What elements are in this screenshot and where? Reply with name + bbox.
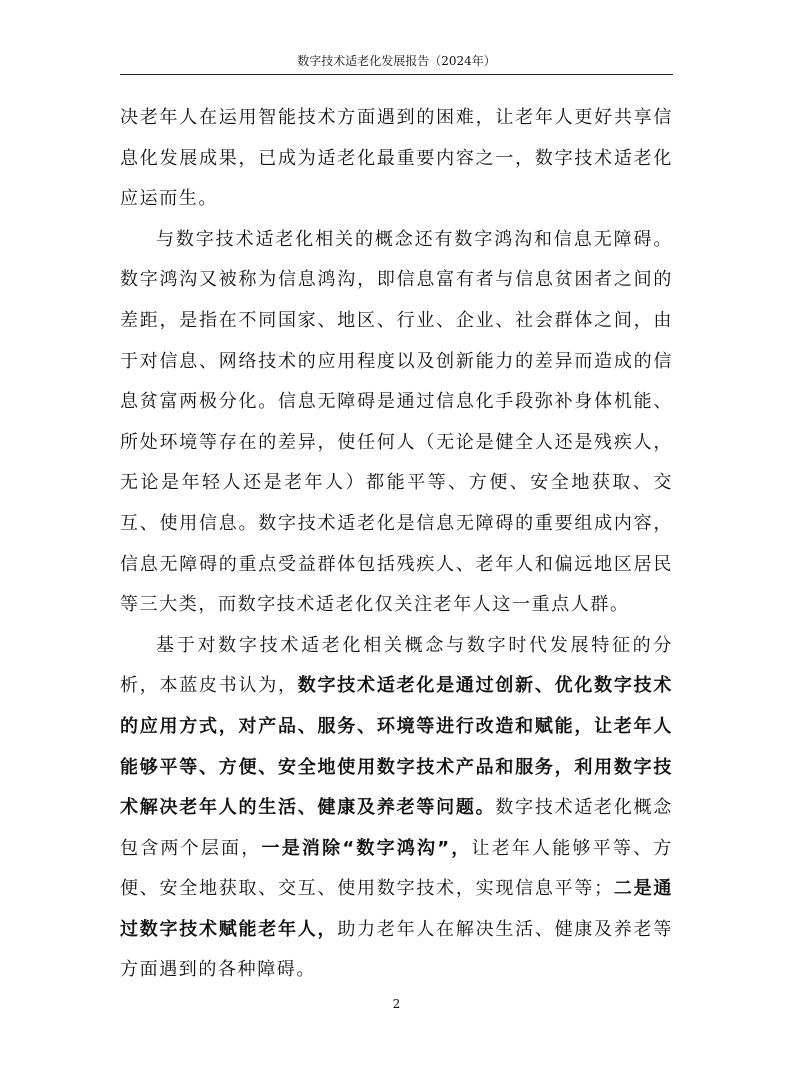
definition-levels-intro: 数字技术适老化概念包含两个层面， — [120, 797, 673, 859]
level-one-bold: 一是消除“数字鸿沟”， — [261, 837, 472, 859]
document-body — [120, 98, 673, 991]
level-one-text: 让老年人能够平等、方便、安全地获取、交互、使用数字技术，实现信息平等； — [120, 837, 674, 900]
level-two-bold: 二是通过数字技术赋能老年人， — [120, 878, 673, 940]
paragraph-definition — [120, 626, 673, 991]
paragraph-continuation: 决老年人在运用智能技术方面遇到的困难，让老年人更好共享信息化发展成果，已成为适老化最重要内容之一，数字技术适老化应运而生。 — [120, 107, 673, 210]
page-number: 2 — [392, 997, 401, 1011]
paragraph-related-concepts: 与数字技术适老化相关的概念还有数字鸿沟和信息无障碍。数字鸿沟又被称为信息鸿沟，即信息富有者与信息贫困者之间的差距，是指在不同国家、地区、行业、企业、社会群体之间，由于对信息、网络技术的应用程度以及创新能力的差异而造成的信息贫富两极分化。信息无障碍是通过信息化手段弥补身体机能、所处环境等存在的差异，使任何人（无论是健全人还是残疾人，无论是年轻人还是老年人）都能平等、方便、安全地获取、交互、使用信息。数字技术适老化是信息无障碍的重要组成内容，信息无障碍的重点受益群体包括残疾人、老年人和偏远地区居民等三大类，而数字技术适老化仅关注老年人这一重点人群。 — [120, 228, 673, 616]
header-title: 数字技术适老化发展报告（2024年） — [297, 54, 496, 68]
running-header — [120, 52, 673, 75]
definition-intro: 基于对数字技术适老化相关概念与数字时代发展特征的分析，本蓝皮书认为， — [120, 634, 673, 697]
definition-bold: 数字技术适老化是通过创新、优化数字技术的应用方式，对产品、服务、环境等进行改造和赋能，让老年人能够平等、方便、安全地使用数字技术产品和服务，利用数字技术解决老年人的生活、健康及养老等问题。 — [120, 675, 673, 819]
level-two-text: 助力老年人在解决生活、健康及养老等方面遇到的各种障碍。 — [120, 918, 673, 981]
